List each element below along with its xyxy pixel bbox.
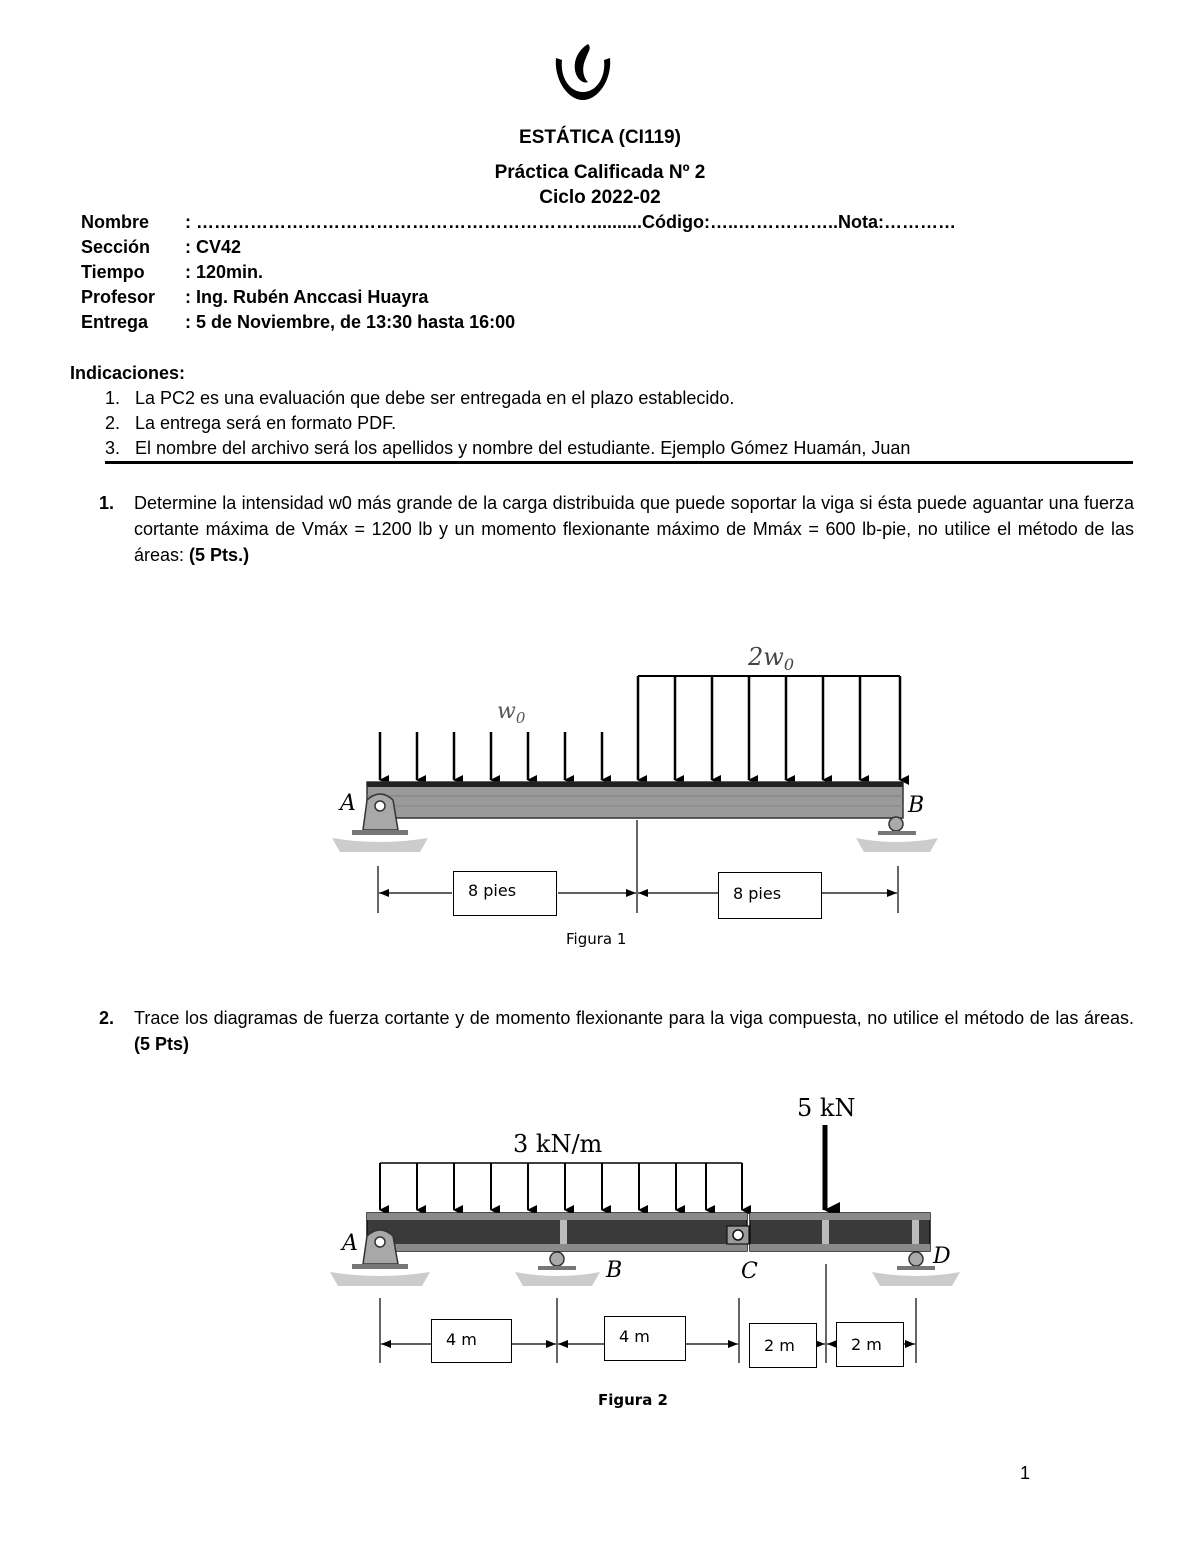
delivery-row [81,312,515,333]
question-number: 2. [99,1008,115,1028]
load-arrows-left [380,732,602,780]
label-b: B [908,793,925,818]
dist-load-arrows [380,1163,742,1210]
instructions-title: Indicaciones: [70,363,186,383]
name-row [81,212,956,233]
label-d: D [933,1244,951,1269]
professor-label: Profesor [81,287,156,307]
roller-support-b [856,817,938,852]
beam-segment-cd [750,1213,930,1251]
point-load-label: 5 kN [797,1094,856,1122]
time-row [81,262,263,283]
dimension-box-2: 4 m [604,1316,686,1361]
section-row [81,237,241,258]
question-points: (5 Pts.) [189,545,250,565]
divider [105,461,1133,464]
hinge-c [733,1230,743,1240]
label-b: B [606,1258,623,1283]
exam-title: Práctica Calificada Nº 2 [494,162,706,183]
figure-1-caption: Figura 1 [566,930,627,948]
wood-beam [367,782,903,818]
time-label: Tiempo [81,262,145,282]
instruction-item: 2. La entrega será en formato PDF. [105,413,397,433]
instruction-item: 3. El nombre del archivo será los apellidos y nombre del estudiante. Ejemplo Gómez Huamán, Juan [105,438,911,458]
instruction-item: 1. La PC2 es una evaluación que debe ser entregada en el plazo establecido. [105,388,735,408]
dist-load-label: 3 kN/m [513,1130,603,1158]
label-c: C [741,1259,758,1284]
question-text: Determine la intensidad w0 más grande de la carga distribuida que puede soportar la viga si ésta puede aguantar una fuerza cortante máxima de Vmáx = 1200 lb y un momento flexionante máximo de Mmáx = 600 lb-pie, no utilice el método de las áreas: [134,493,1134,565]
course-title: ESTÁTICA (CI119) [519,127,681,148]
dimension-box-4: 2 m [836,1322,904,1367]
section-label: Sección [81,237,151,257]
page-number: 1 [1020,1463,1031,1483]
professor-row [81,287,428,308]
load-label-w0: $w_0$ [497,699,526,727]
figure-2-caption: Figura 2 [598,1391,668,1409]
label-a: A [342,1231,358,1256]
load-label-2w0: $2w_0$ [748,643,794,674]
name-value: : …………………………………………………………..........Código:…..……………..Nota:………… [185,212,956,232]
cycle-title: Ciclo 2022-02 [539,187,661,208]
question-number: 1. [99,493,115,513]
beam-segment-ac [367,1213,747,1251]
dimension-box-1: 8 pies [453,871,557,916]
question-points: (5 Pts) [134,1034,190,1054]
label-a: A [340,791,356,816]
question-text: Trace los diagramas de fuerza cortante y de momento flexionante para la viga compuesta, no utilice el método de las áreas. [134,1008,1134,1028]
section-value: : CV42 [185,237,242,257]
name-label: Nombre [81,212,150,232]
professor-value: : Ing. Rubén Anccasi Huayra [185,287,429,307]
roller-support-b [515,1252,600,1286]
dimension-box-2: 8 pies [718,872,822,919]
university-logo [550,40,616,104]
figure-1-diagram [320,640,940,920]
delivery-value: : 5 de Noviembre, de 13:30 hasta 16:00 [185,312,516,332]
dimension-box-1: 4 m [431,1319,512,1363]
delivery-label: Entrega [81,312,149,332]
dimension-box-3: 2 m [749,1323,817,1368]
time-value: : 120min. [185,262,264,282]
load-arrows-right [638,676,900,780]
